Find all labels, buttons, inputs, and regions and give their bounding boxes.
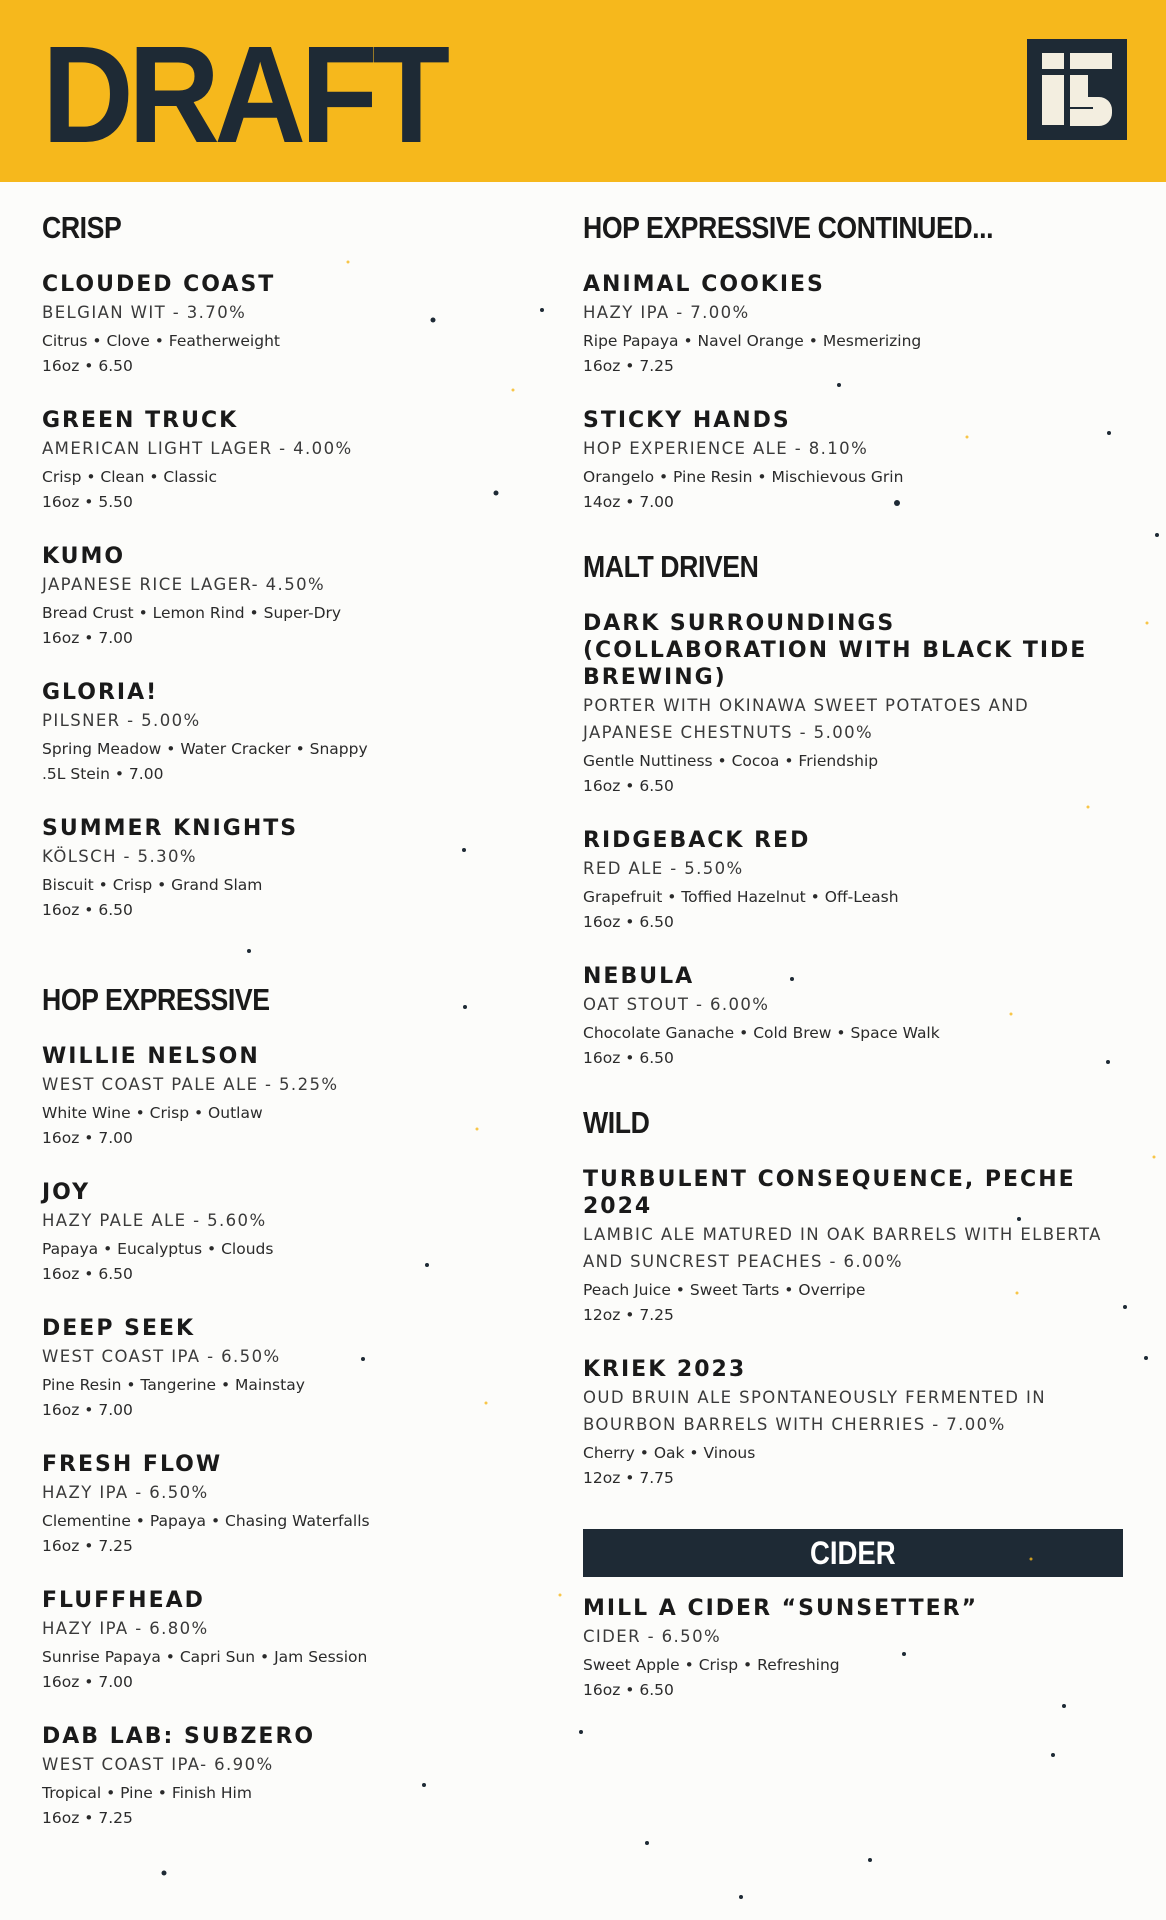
beer-price: 16oz • 7.25 xyxy=(583,357,674,375)
menu-item xyxy=(42,1723,315,1830)
section-title-cider-bar xyxy=(583,1529,1123,1577)
brand-logo-icon xyxy=(1027,39,1127,140)
beer-notes: Pine Resin • Tangerine • Mainstay xyxy=(42,1376,305,1394)
beer-style: CIDER - 6.50% xyxy=(583,1627,722,1646)
beer-style: WEST COAST IPA- 6.90% xyxy=(42,1755,274,1774)
beer-price: 16oz • 7.00 xyxy=(42,629,133,647)
beer-style: LAMBIC ALE MATURED IN OAK BARRELS WITH ELBERTA AND SUNCREST PEACHES - 6.00% xyxy=(583,1225,1102,1271)
menu-item xyxy=(583,1595,1123,1702)
beer-name: ANIMAL COOKIES xyxy=(583,272,825,297)
beer-name: WILLIE NELSON xyxy=(42,1044,260,1069)
beer-style: HAZY IPA - 6.50% xyxy=(42,1483,209,1502)
beer-notes: Chocolate Ganache • Cold Brew • Space Walk xyxy=(583,1024,940,1042)
beer-notes: Grapefruit • Toffied Hazelnut • Off-Leash xyxy=(583,888,899,906)
beer-notes: Crisp • Clean • Classic xyxy=(42,468,218,486)
menu-item xyxy=(42,407,353,514)
beer-notes: Cherry • Oak • Vinous xyxy=(583,1444,756,1462)
beer-price: 16oz • 7.00 xyxy=(42,1673,133,1691)
menu-item xyxy=(583,1356,1123,1490)
beer-price: 16oz • 7.25 xyxy=(42,1809,133,1827)
beer-name: JOY xyxy=(42,1180,91,1205)
beer-price: .5L Stein • 7.00 xyxy=(42,765,164,783)
menu-item xyxy=(42,1043,338,1150)
beer-notes: White Wine • Crisp • Outlaw xyxy=(42,1104,263,1122)
beer-name: FLUFFHEAD xyxy=(42,1588,205,1613)
beer-style: HAZY PALE ALE - 5.60% xyxy=(42,1211,267,1230)
beer-style: WEST COAST PALE ALE - 5.25% xyxy=(42,1075,339,1094)
menu-item xyxy=(42,543,341,650)
menu-item xyxy=(42,679,368,786)
header-banner xyxy=(0,0,1166,182)
beer-price: 16oz • 7.25 xyxy=(42,1537,133,1555)
menu-item xyxy=(42,1451,370,1558)
beer-name: DARK SURROUNDINGS (COLLABORATION WITH BLACK TIDE BREWING) xyxy=(583,611,1088,690)
beer-style: HAZY IPA - 6.80% xyxy=(42,1619,209,1638)
beer-name: STICKY HANDS xyxy=(583,408,791,433)
beer-name: CLOUDED COAST xyxy=(42,272,276,297)
beer-name: GLORIA! xyxy=(42,680,159,705)
section-title-hop-expressive: HOP EXPRESSIVE xyxy=(42,982,270,1017)
beer-price: 12oz • 7.25 xyxy=(583,1306,674,1324)
beer-price: 16oz • 6.50 xyxy=(583,913,674,931)
beer-style: JAPANESE RICE LAGER- 4.50% xyxy=(42,575,326,594)
beer-price: 16oz • 6.50 xyxy=(583,1681,674,1699)
beer-price: 16oz • 6.50 xyxy=(42,901,133,919)
menu-item xyxy=(42,1587,367,1694)
beer-style: PORTER WITH OKINAWA SWEET POTATOES AND JAPANESE CHESTNUTS - 5.00% xyxy=(583,696,1030,742)
beer-notes: Tropical • Pine • Finish Him xyxy=(42,1784,252,1802)
beer-price: 16oz • 6.50 xyxy=(42,357,133,375)
beer-style: WEST COAST IPA - 6.50% xyxy=(42,1347,281,1366)
page-title: DRAFT xyxy=(42,18,445,172)
beer-name: DAB LAB: SUBZERO xyxy=(42,1724,316,1749)
beer-price: 16oz • 6.50 xyxy=(42,1265,133,1283)
section-title-wild: WILD xyxy=(583,1105,650,1140)
beer-price: 16oz • 5.50 xyxy=(42,493,133,511)
beer-notes: Orangelo • Pine Resin • Mischievous Grin xyxy=(583,468,904,486)
beer-name: TURBULENT CONSEQUENCE, PECHE 2024 xyxy=(583,1167,1076,1219)
menu-item xyxy=(583,271,1123,378)
beer-notes: Bread Crust • Lemon Rind • Super-Dry xyxy=(42,604,342,622)
beer-notes: Spring Meadow • Water Cracker • Snappy xyxy=(42,740,368,758)
menu-item xyxy=(583,610,1123,798)
beer-style: HAZY IPA - 7.00% xyxy=(583,303,750,322)
beer-style: RED ALE - 5.50% xyxy=(583,859,744,878)
section-title-cider: CIDER xyxy=(810,1534,896,1571)
menu-item xyxy=(42,1315,305,1422)
beer-name: DEEP SEEK xyxy=(42,1316,196,1341)
beer-name: KUMO xyxy=(42,544,126,569)
section-title-malt-driven: MALT DRIVEN xyxy=(583,549,759,584)
beer-notes: Sweet Apple • Crisp • Refreshing xyxy=(583,1656,840,1674)
beer-style: OAT STOUT - 6.00% xyxy=(583,995,770,1014)
beer-style: AMERICAN LIGHT LAGER - 4.00% xyxy=(42,439,353,458)
beer-style: OUD BRUIN ALE SPONTANEOUSLY FERMENTED IN BOURBON BARRELS WITH CHERRIES - 7.00% xyxy=(583,1388,1046,1434)
beer-price: 16oz • 6.50 xyxy=(583,1049,674,1067)
beer-notes: Clementine • Papaya • Chasing Waterfalls xyxy=(42,1512,370,1530)
beer-notes: Gentle Nuttiness • Cocoa • Friendship xyxy=(583,752,879,770)
beer-price: 12oz • 7.75 xyxy=(583,1469,674,1487)
menu-item xyxy=(583,963,1123,1070)
menu-item xyxy=(42,1179,273,1286)
beer-notes: Ripe Papaya • Navel Orange • Mesmerizing xyxy=(583,332,922,350)
beer-name: FRESH FLOW xyxy=(42,1452,223,1477)
section-title-hop-expressive-continued: HOP EXPRESSIVE CONTINUED... xyxy=(583,210,994,245)
beer-notes: Citrus • Clove • Featherweight xyxy=(42,332,280,350)
beer-style: HOP EXPERIENCE ALE - 8.10% xyxy=(583,439,869,458)
beer-name: SUMMER KNIGHTS xyxy=(42,816,299,841)
section-title-crisp: CRISP xyxy=(42,210,122,245)
beer-price: 16oz • 6.50 xyxy=(583,777,674,795)
beer-name: MILL A CIDER “SUNSETTER” xyxy=(583,1596,979,1621)
menu-item xyxy=(583,1166,1123,1327)
beer-style: KÖLSCH - 5.30% xyxy=(42,847,197,866)
beer-price: 16oz • 7.00 xyxy=(42,1129,133,1147)
beer-notes: Papaya • Eucalyptus • Clouds xyxy=(42,1240,274,1258)
beer-notes: Biscuit • Crisp • Grand Slam xyxy=(42,876,263,894)
beer-style: PILSNER - 5.00% xyxy=(42,711,201,730)
beer-name: GREEN TRUCK xyxy=(42,408,239,433)
beer-name: NEBULA xyxy=(583,964,695,989)
beer-price: 16oz • 7.00 xyxy=(42,1401,133,1419)
menu-item xyxy=(583,827,1123,934)
beer-name: KRIEK 2023 xyxy=(583,1357,747,1382)
menu-item xyxy=(42,271,280,378)
beer-notes: Sunrise Papaya • Capri Sun • Jam Session xyxy=(42,1648,368,1666)
menu-item xyxy=(583,407,1123,514)
menu-item xyxy=(42,815,298,922)
beer-price: 14oz • 7.00 xyxy=(583,493,674,511)
beer-style: BELGIAN WIT - 3.70% xyxy=(42,303,247,322)
beer-notes: Peach Juice • Sweet Tarts • Overripe xyxy=(583,1281,866,1299)
beer-name: RIDGEBACK RED xyxy=(583,828,811,853)
